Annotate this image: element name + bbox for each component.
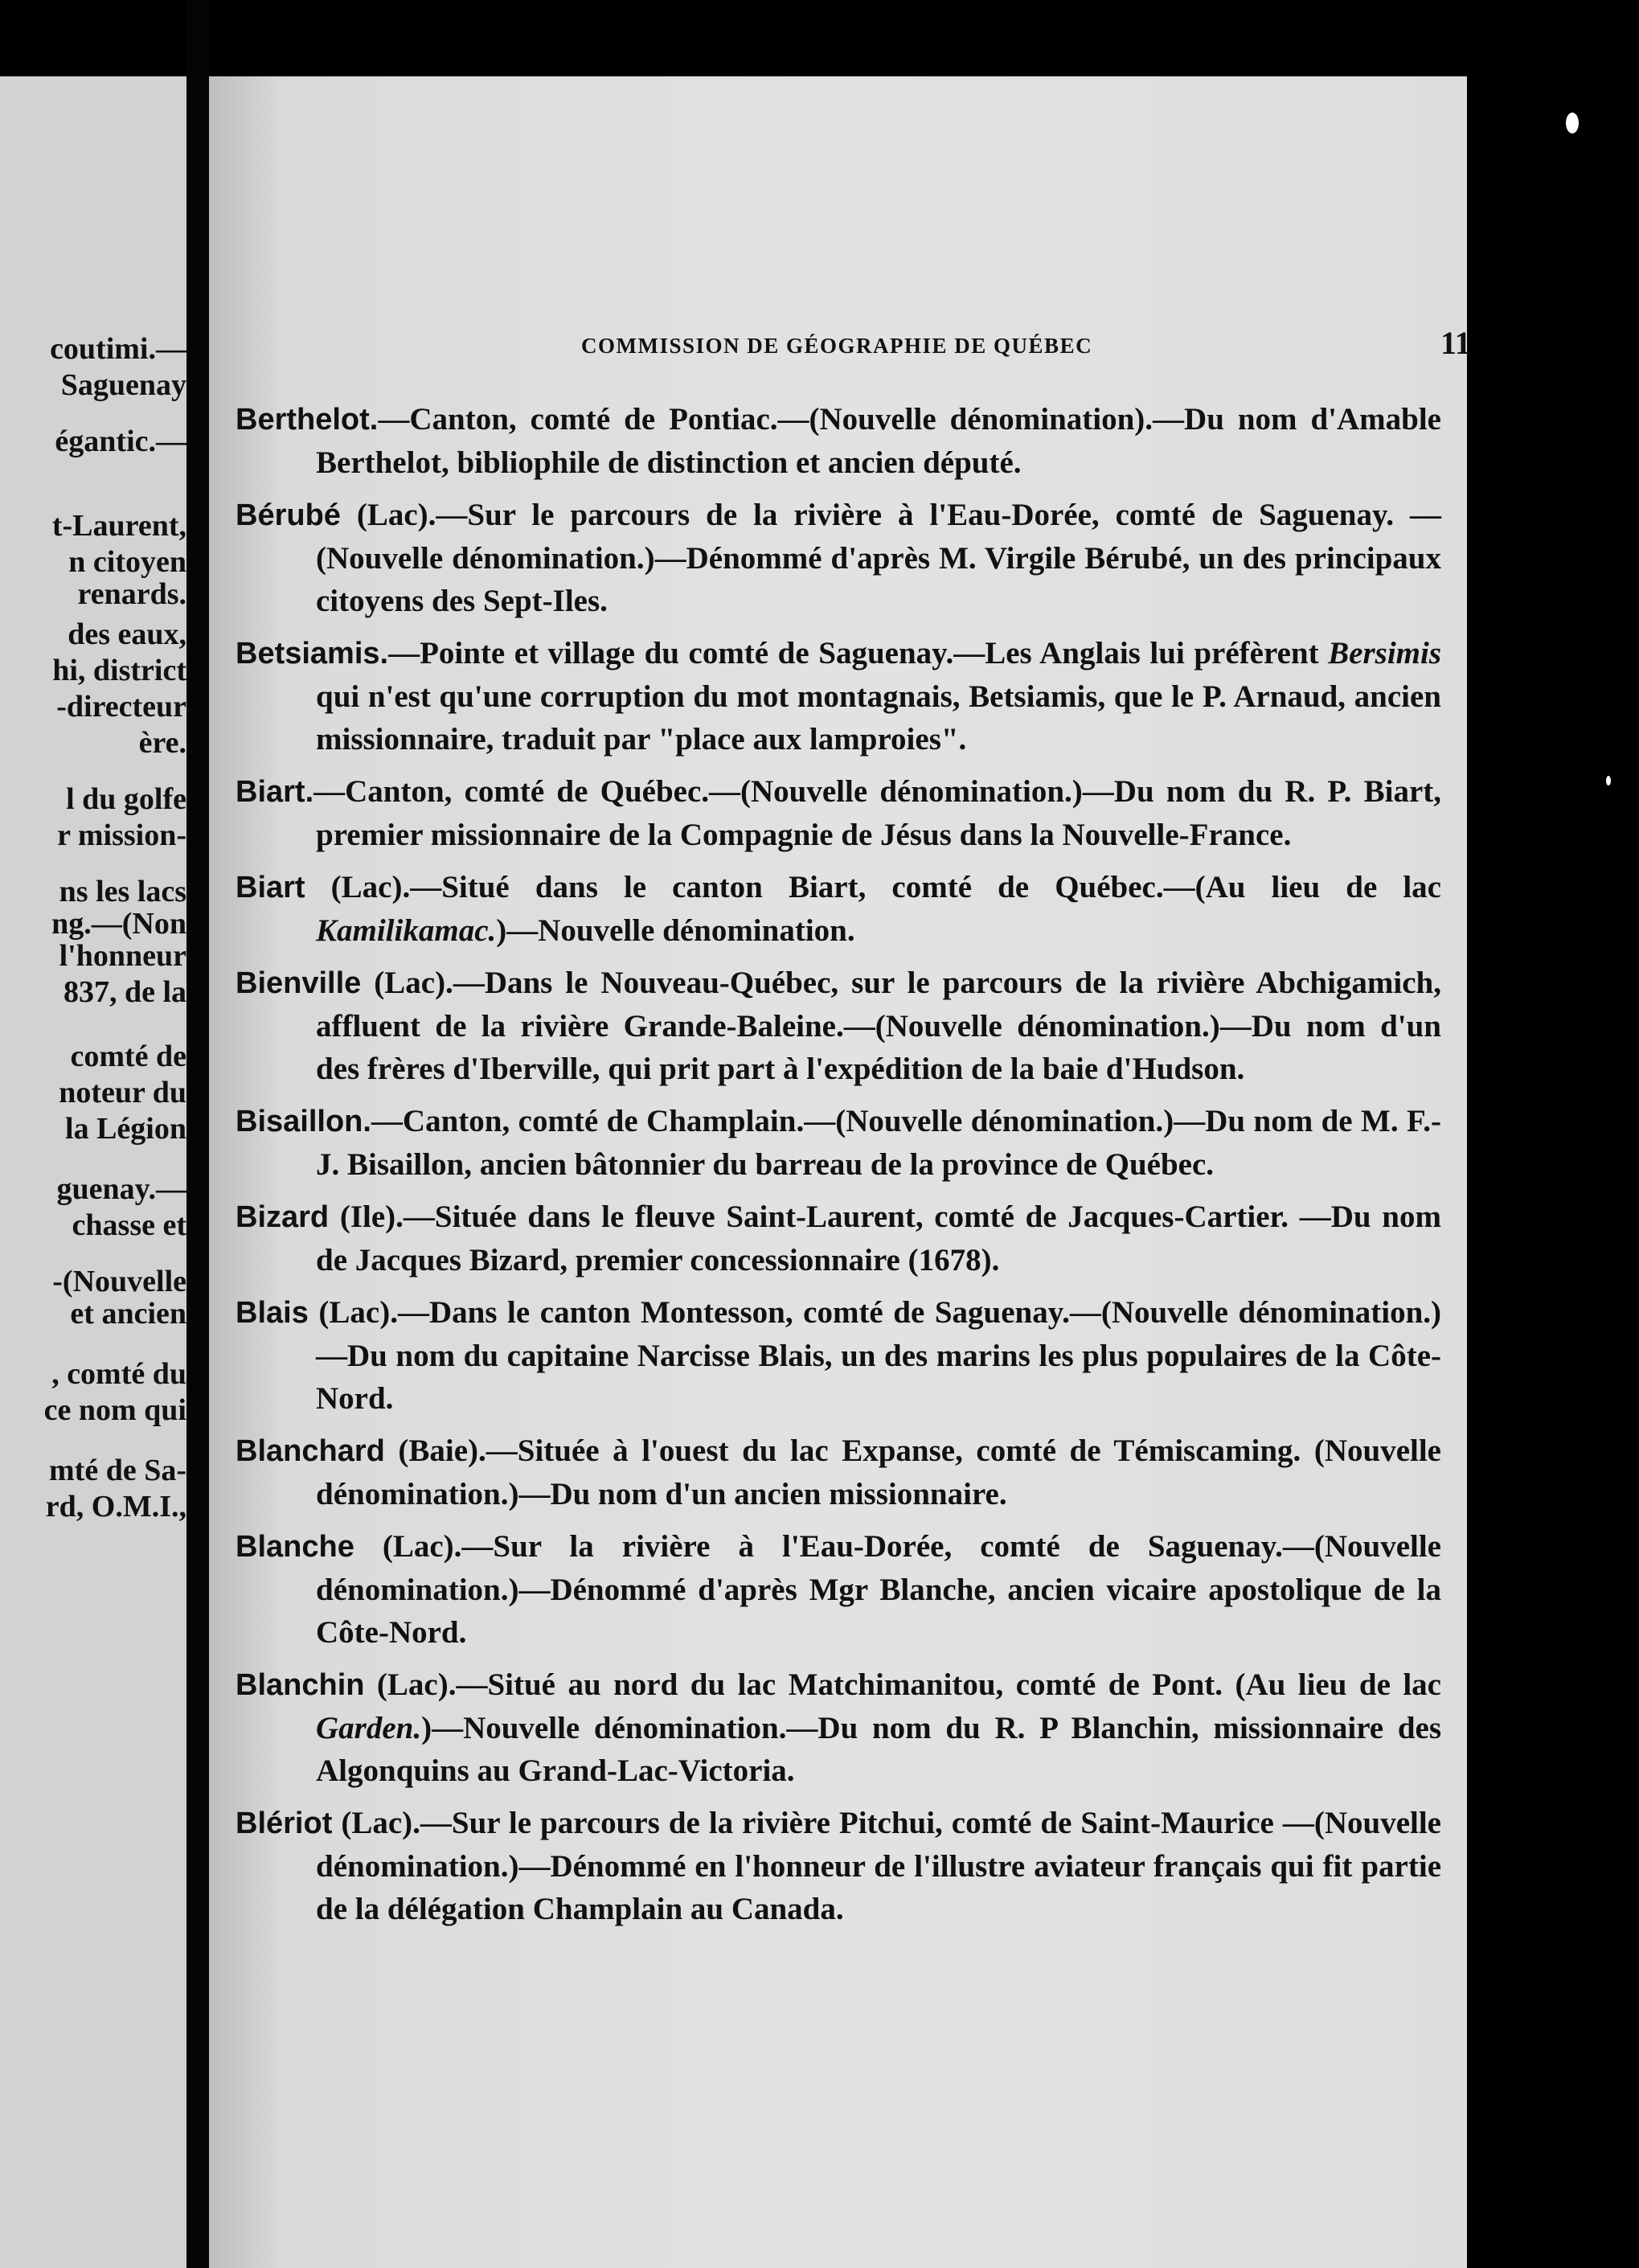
entry-term: Blanchard [236, 1434, 385, 1468]
gazetteer-entry [236, 1429, 1441, 1515]
gazetteer-entries [236, 398, 1441, 1940]
entry-description-continued: qui n'est qu'une corruption du mot montagnais, Betsiamis, que le P. Arnaud, ancien missionnaire, traduit par "place aux lamproies". [316, 679, 1441, 757]
left-page-line: -directeur [56, 690, 186, 724]
left-page-line: renards. [77, 577, 186, 611]
gazetteer-entry [236, 1663, 1441, 1792]
entry-term: Betsiamis. [236, 637, 389, 671]
entry-description: —Sur la rivière à l'Eau-Dorée, comté de Saguenay.—(Nouvelle dénomination.)—Dénommé d'après Mgr Blanche, ancien vicaire apostolique de la Côte-Nord. [316, 1529, 1441, 1650]
entry-qualifier: (Lac). [354, 1529, 462, 1564]
left-page-line: et ancien [70, 1297, 186, 1331]
entry-term: Bisaillon. [236, 1105, 371, 1138]
entry-description: —Situé dans le canton Biart, comté de Québec.—(Au lieu de lac [410, 870, 1441, 904]
gazetteer-entry [236, 1196, 1441, 1282]
entry-term: Bizard [236, 1200, 330, 1234]
left-page-line: r mission- [57, 818, 186, 852]
left-page-line: l du golfe [66, 782, 186, 816]
left-page-line: ns les lacs [59, 875, 186, 908]
page-header [209, 325, 1471, 374]
left-page-line: coutimi.— [50, 332, 186, 366]
left-page-line: ce nom qui [43, 1393, 186, 1427]
entry-qualifier: (Lac). [308, 1295, 398, 1330]
left-page-line: des eaux, [68, 617, 186, 651]
running-title: COMMISSION DE GÉOGRAPHIE DE QUÉBEC [581, 334, 1093, 358]
left-page-line: ng.—(Non [51, 907, 186, 941]
entry-description: —Canton, comté de Champlain.—(Nouvelle dénomination.)—Du nom de M. F.-J. Bisaillon, ancien bâtonnier du barreau de la province de Québec. [316, 1104, 1441, 1182]
entry-description: —Pointe et village du comté de Saguenay.—Les Anglais lui préfèrent [388, 636, 1319, 671]
entry-description: —Situé au nord du lac Matchimanitou, comté de Pont. (Au lieu de lac [456, 1667, 1441, 1702]
left-page-line: hi, district [52, 654, 186, 687]
gazetteer-entry [236, 494, 1441, 622]
gazetteer-entry [236, 1525, 1441, 1654]
entry-qualifier: (Ile). [329, 1200, 404, 1234]
entry-description: —Dans le canton Montesson, comté de Saguenay.—(Nouvelle dénomination.)—Du nom du capitaine Narcisse Blais, un des marins les plus populaires de la Côte-Nord. [316, 1295, 1441, 1416]
entry-description-continued: )—Nouvelle dénomination.—Du nom du R. P Blanchin, missionnaire des Algonquins au Grand-Lac-Victoria. [316, 1711, 1441, 1788]
entry-description: —Située dans le fleuve Saint-Laurent, comté de Jacques-Cartier. —Du nom de Jacques Bizard, premier concessionnaire (1678). [316, 1200, 1441, 1278]
entry-term: Blais [236, 1296, 309, 1330]
entry-description-continued: )—Nouvelle dénomination. [496, 913, 855, 948]
left-page-line: 837, de la [63, 975, 186, 1009]
left-page-line: égantic.— [55, 424, 186, 458]
gazetteer-entry [236, 632, 1441, 761]
entry-term: Bienville [236, 966, 362, 1000]
scan-speck [1566, 113, 1579, 133]
entry-description: —Sur le parcours de la rivière à l'Eau-Dorée, comté de Saguenay. —(Nouvelle dénomination.)—Dénommé d'après M. Virgile Bérubé, un des principaux citoyens des Sept-Iles. [316, 498, 1441, 618]
entry-term: Blanche [236, 1530, 354, 1564]
entry-italic-name: Garden. [316, 1711, 422, 1745]
page-gutter [186, 0, 209, 2268]
entry-qualifier: (Lac). [361, 966, 453, 1000]
right-page [209, 76, 1471, 2268]
entry-description: —Canton, comté de Québec.—(Nouvelle dénomination.)—Du nom du R. P. Biart, premier missionnaire de la Compagnie de Jésus dans la Nouvelle-France. [313, 774, 1441, 852]
entry-term: Bérubé [236, 498, 341, 532]
gazetteer-entry [236, 1100, 1441, 1186]
left-page-line: , comté du [51, 1357, 186, 1391]
left-page-line: chasse et [72, 1208, 186, 1242]
left-page-line: l'honneur [59, 939, 186, 973]
left-page-line: guenay.— [56, 1172, 186, 1206]
entry-italic-name: Bersimis [1328, 636, 1442, 671]
left-page-line: n citoyen [68, 545, 186, 579]
left-page-line: t-Laurent, [51, 509, 186, 543]
gazetteer-entry [236, 1802, 1441, 1930]
left-page-line: -(Nouvelle [52, 1265, 186, 1298]
entry-term: Berthelot. [236, 403, 379, 437]
scan-speck [1606, 776, 1611, 785]
entry-qualifier: (Lac). [364, 1667, 457, 1702]
page-number: 11 [1440, 325, 1471, 361]
entry-italic-name: Kamilikamac. [316, 913, 497, 948]
entry-qualifier: (Baie). [384, 1433, 486, 1468]
entry-term: Biart [236, 871, 305, 904]
entry-qualifier: (Lac). [340, 498, 436, 532]
entry-description: —Canton, comté de Pontiac.—(Nouvelle dénomination).—Du nom d'Amable Berthelot, bibliophile de distinction et ancien député. [316, 402, 1441, 480]
entry-qualifier: (Lac). [305, 870, 411, 904]
left-page-line: ère. [138, 726, 186, 760]
gazetteer-entry [236, 866, 1441, 952]
left-page-line: rd, O.M.I., [45, 1490, 186, 1524]
left-page-line: comté de [70, 1040, 186, 1073]
entry-description: —Dans le Nouveau-Québec, sur le parcours de la rivière Abchigamich, affluent de la rivière Grande-Baleine.—(Nouvelle dénomination.)—Du nom d'un des frères d'Iberville, qui prit part à l'expédition de la baie d'Hudson. [316, 966, 1441, 1086]
entry-term: Biart. [236, 775, 314, 809]
gazetteer-entry [236, 962, 1441, 1090]
left-page-line: noteur du [59, 1076, 186, 1109]
gazetteer-entry [236, 770, 1441, 856]
entry-term: Blériot [236, 1807, 333, 1840]
gazetteer-entry [236, 398, 1441, 484]
left-page-fragment [0, 76, 186, 2268]
left-page-line: mté de Sa- [49, 1454, 186, 1487]
left-page-line: Saguenay [60, 368, 186, 402]
entry-description: —Sur le parcours de la rivière Pitchui, comté de Saint-Maurice —(Nouvelle dénomination.)—Dénommé en l'honneur de l'illustre aviateur français qui fit partie de la délégation Champlain au Canada. [316, 1806, 1441, 1926]
gazetteer-entry [236, 1291, 1441, 1420]
entry-term: Blanchin [236, 1668, 365, 1702]
entry-description: —Située à l'ouest du lac Expanse, comté de Témiscaming. (Nouvelle dénomination.)—Du nom d'un ancien missionnaire. [316, 1433, 1441, 1511]
entry-qualifier: (Lac). [332, 1806, 420, 1840]
left-page-line: la Légion [65, 1112, 186, 1146]
